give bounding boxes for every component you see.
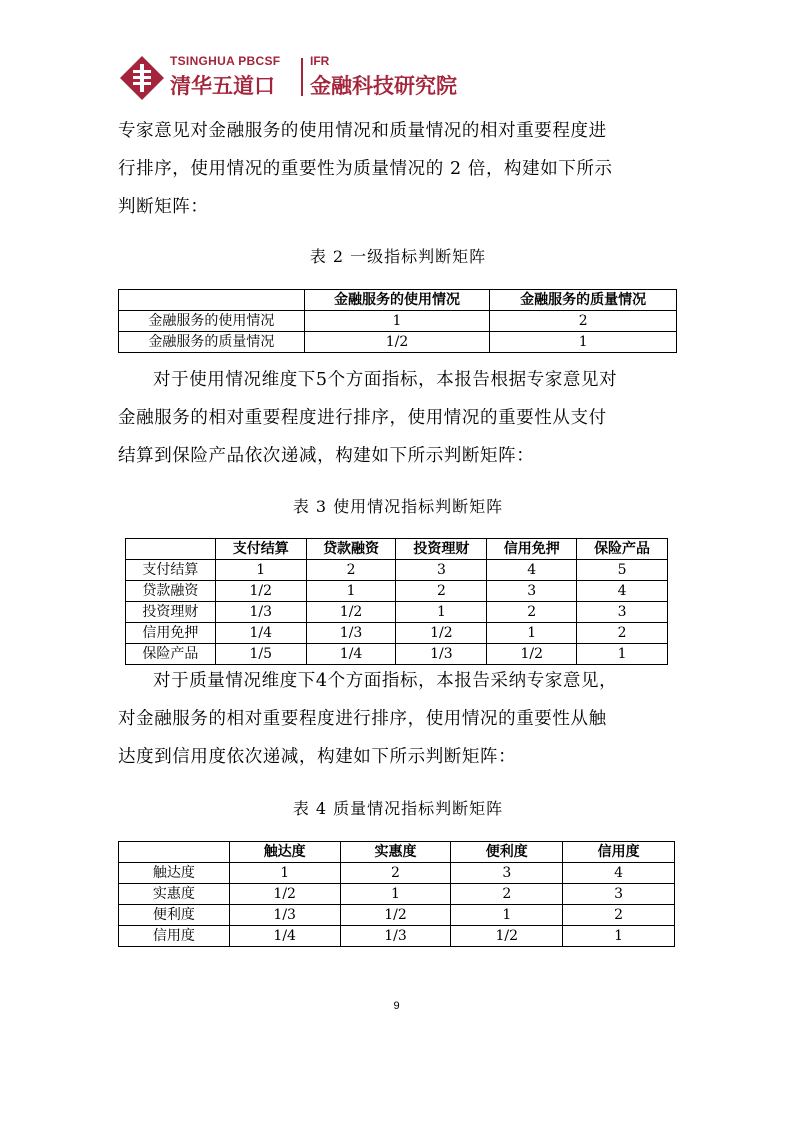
table4-quality-matrix [118, 841, 675, 947]
table-row [119, 332, 677, 353]
table-cell: 3 [487, 581, 577, 602]
table-cell: 1 [229, 863, 340, 884]
institution-header [118, 52, 478, 104]
logo-english-name: TSINGHUA PBCSF [170, 54, 281, 68]
table-cell: 1 [304, 311, 490, 332]
table-row [119, 863, 675, 884]
table-cell: 1 [451, 905, 563, 926]
table-header-row [126, 539, 668, 560]
text-line: 达度到信用度依次递减，构建如下所示判断矩阵： [118, 747, 517, 767]
table-cell: 3 [396, 560, 487, 581]
page-number: 9 [393, 1000, 400, 1012]
text-line: 对于使用情况维度下5个方面指标，本报告根据专家意见对 [153, 370, 618, 390]
table-header-cell: 便利度 [451, 842, 563, 863]
table-cell: 4 [563, 863, 675, 884]
text-line: 结算到保险产品依次递减，构建如下所示判断矩阵： [118, 446, 535, 466]
table-cell: 1/2 [340, 905, 451, 926]
table2-caption: 表 2 一级指标判断矩阵 [309, 247, 487, 266]
table-cell: 1 [490, 332, 677, 353]
table-header-cell [119, 842, 230, 863]
table-cell: 2 [396, 581, 487, 602]
table3-usage-matrix [125, 538, 668, 665]
table-cell: 1 [487, 623, 577, 644]
table-header-cell: 金融服务的质量情况 [490, 290, 677, 311]
logo-chinese-name: 清华五道口 [170, 74, 275, 98]
table-cell: 2 [306, 560, 396, 581]
table-row [126, 581, 668, 602]
logo-divider [301, 58, 303, 96]
tsinghua-pbcsf-logo-icon [118, 54, 166, 102]
table-cell: 1/2 [396, 623, 487, 644]
table-row [119, 884, 675, 905]
row-header-cell: 金融服务的使用情况 [119, 311, 305, 332]
table-header-cell: 投资理财 [396, 539, 487, 560]
table-row [119, 311, 677, 332]
table-cell: 1/2 [229, 884, 340, 905]
row-header-cell: 信用免押 [126, 623, 216, 644]
table-cell: 1/3 [215, 602, 306, 623]
table-cell: 3 [563, 884, 675, 905]
text-line: 对金融服务的相对重要程度进行排序，使用情况的重要性从触 [118, 709, 607, 729]
table3-caption: 表 3 使用情况指标判断矩阵 [292, 497, 504, 516]
table4-caption: 表 4 质量情况指标判断矩阵 [292, 799, 504, 818]
table-cell: 2 [490, 311, 677, 332]
table-cell: 1 [563, 926, 675, 947]
table2-first-level-matrix [118, 289, 677, 353]
table-cell: 1/2 [215, 581, 306, 602]
table-cell: 1 [577, 644, 668, 665]
table-cell: 2 [340, 863, 451, 884]
table-header-cell: 保险产品 [577, 539, 668, 560]
table-cell: 4 [577, 581, 668, 602]
row-header-cell: 贷款融资 [126, 581, 216, 602]
table-header-cell: 支付结算 [215, 539, 306, 560]
table-cell: 2 [577, 623, 668, 644]
table-cell: 1 [340, 884, 451, 905]
table-header-cell: 信用度 [563, 842, 675, 863]
table-cell: 1/4 [229, 926, 340, 947]
paragraph-quality [118, 662, 678, 776]
table-header-cell: 信用免押 [487, 539, 577, 560]
table-cell: 1/2 [306, 602, 396, 623]
table-header-cell [126, 539, 216, 560]
table-cell: 3 [577, 602, 668, 623]
table-row [126, 560, 668, 581]
table-cell: 2 [563, 905, 675, 926]
table-cell: 3 [451, 863, 563, 884]
table-cell: 1 [306, 581, 396, 602]
row-header-cell: 触达度 [119, 863, 230, 884]
table-row [119, 926, 675, 947]
row-header-cell: 便利度 [119, 905, 230, 926]
table-header-cell: 贷款融资 [306, 539, 396, 560]
ifr-english-name: IFR [310, 54, 330, 68]
table-cell: 1/4 [306, 644, 396, 665]
text-line: 专家意见对金融服务的使用情况和质量情况的相对重要程度进 [118, 121, 607, 141]
table-cell: 1 [215, 560, 306, 581]
table-header-cell: 实惠度 [340, 842, 451, 863]
text-line: 对于质量情况维度下4个方面指标，本报告采纳专家意见， [153, 671, 618, 691]
table-cell: 1/3 [340, 926, 451, 947]
table-cell: 2 [451, 884, 563, 905]
row-header-cell: 金融服务的质量情况 [119, 332, 305, 353]
table-cell: 1/2 [451, 926, 563, 947]
paragraph-intro [118, 112, 678, 226]
ifr-chinese-name: 金融科技研究院 [310, 74, 457, 98]
row-header-cell: 实惠度 [119, 884, 230, 905]
table-cell: 1/3 [229, 905, 340, 926]
table-row [126, 602, 668, 623]
table-cell: 2 [487, 602, 577, 623]
text-line: 行排序，使用情况的重要性为质量情况的 2 倍，构建如下所示 [118, 159, 613, 179]
row-header-cell: 投资理财 [126, 602, 216, 623]
table-header-cell: 触达度 [229, 842, 340, 863]
table-cell: 1 [396, 602, 487, 623]
table-row [126, 623, 668, 644]
table-row [119, 905, 675, 926]
text-line: 判断矩阵： [118, 197, 209, 217]
row-header-cell: 支付结算 [126, 560, 216, 581]
table-cell: 5 [577, 560, 668, 581]
row-header-cell: 信用度 [119, 926, 230, 947]
table-cell: 1/4 [215, 623, 306, 644]
table-header-cell: 金融服务的使用情况 [304, 290, 490, 311]
text-line: 金融服务的相对重要程度进行排序，使用情况的重要性从支付 [118, 408, 607, 428]
table-cell: 1/3 [306, 623, 396, 644]
table-header-cell [119, 290, 305, 311]
paragraph-usage [118, 361, 678, 475]
table-cell: 4 [487, 560, 577, 581]
table-cell: 1/2 [304, 332, 490, 353]
table-header-row [119, 842, 675, 863]
table-header-row [119, 290, 677, 311]
table-cell: 1/2 [487, 644, 577, 665]
table-cell: 1/5 [215, 644, 306, 665]
row-header-cell: 保险产品 [126, 644, 216, 665]
table-cell: 1/3 [396, 644, 487, 665]
